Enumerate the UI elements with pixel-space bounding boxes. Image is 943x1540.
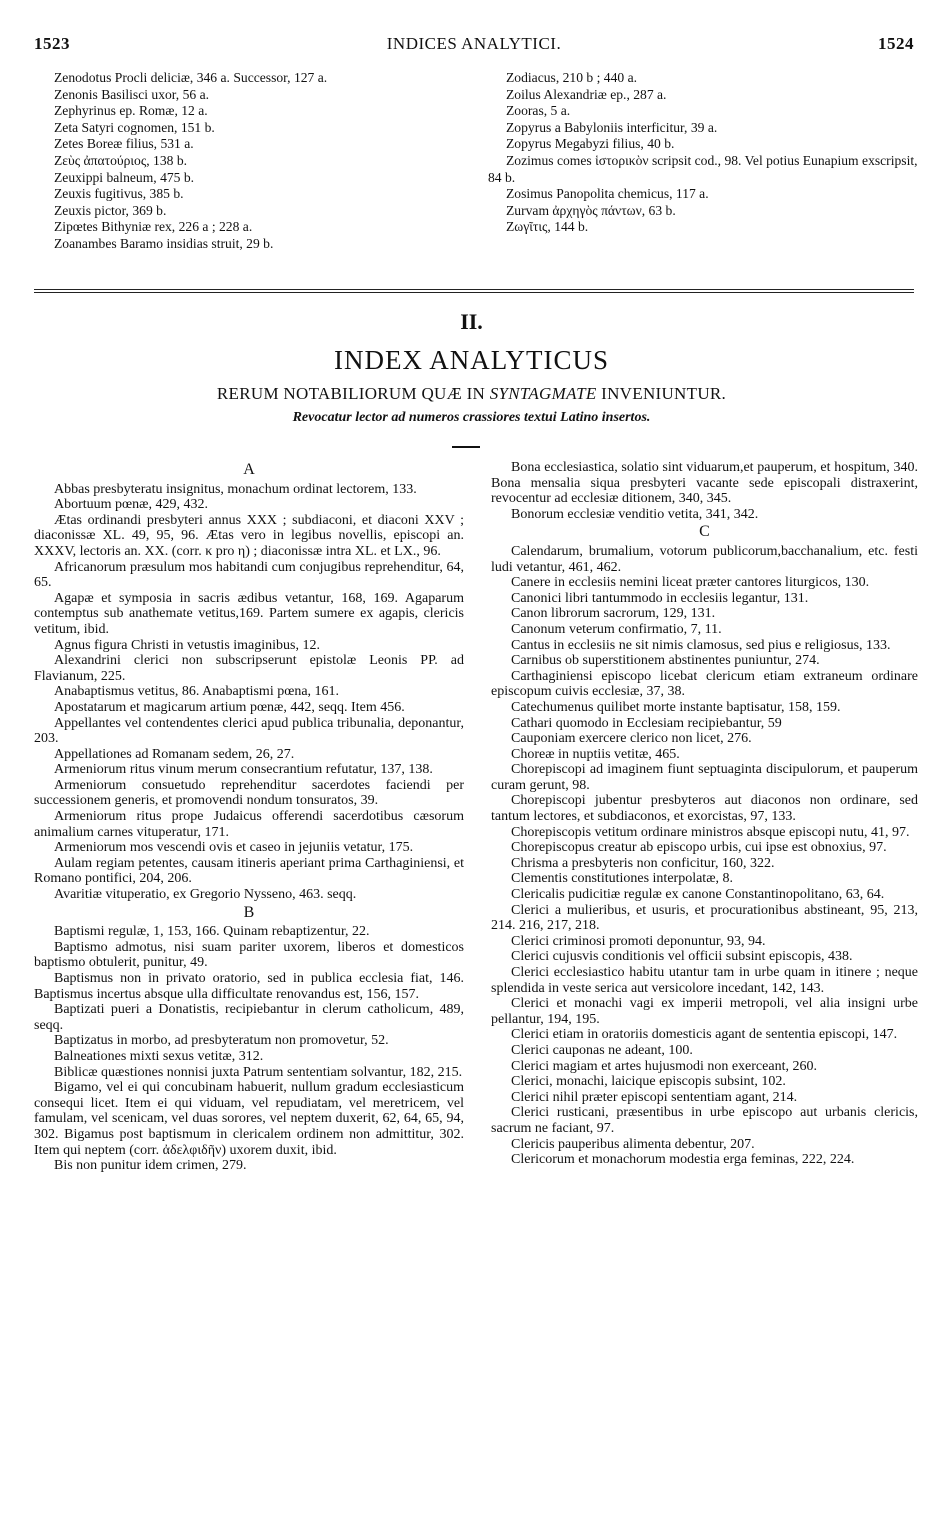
index-entry: Bis non punitur idem crimen, 279.: [54, 1158, 247, 1174]
index-entry: Zoanambes Baramo insidias struit, 29 b.: [54, 235, 274, 251]
index-entry: Baptizati pueri a Donatistis, recipiebantur in clerum catholicum, 489, seqq.: [34, 1002, 464, 1033]
index-entry: Anabaptismus vetitus, 86. Anabaptismi pœna, 161.: [54, 684, 340, 700]
right-page-number: 1524: [878, 34, 914, 53]
index-entry: Clerici magiam et artes hujusmodi non exerceant, 260.: [511, 1058, 817, 1074]
z-entries-left: [54, 70, 484, 253]
index-entry: Armeniorum ritus prope Judaicus offerendi sacerdotibus cæsorum animalium carnes vituperatur, 171.: [34, 809, 464, 840]
title-dash: [452, 446, 480, 448]
index-entry: Clerici criminosi promoti deponuntur, 93, 94.: [511, 933, 766, 949]
index-entry: Chorepiscopi jubentur presbyteros aut diaconos non ordinare, sed tantum lectores, et subdiaconos, et exorcistas, 97, 133.: [491, 793, 918, 825]
index-entry: Aulam regiam petentes, causam itineris aperiant prima Carthaginiensi, et Romano pontifici, 204, 206.: [34, 855, 464, 887]
index-entry: Clerici et monachi vagi ex imperii metropoli, vel alia insigni urbe pellantur, 194, 195.: [491, 996, 918, 1027]
index-entry: Ætas ordinandi presbyteri annus XXX ; subdiaconi, et diaconi XXV ; diaconissæ XL. 49, 95, 96. Ætas vero in legibus novellis, episcopi an. XXXV, lectoris an. XX. (corr. κ pro η) ; diaconissæ intra XL. et LX., 96.: [34, 512, 464, 559]
index-entry: Cantus in ecclesiis ne sit nimis clamosus, sed pius e religiosus, 133.: [511, 637, 891, 653]
index-entry: Canere in ecclesiis nemini liceat præter cantores liturgicos, 130.: [511, 575, 870, 591]
index-entry: Apostatarum et magicarum artium pœnæ, 442, seqq. Item 456.: [54, 699, 405, 715]
section-divider-rule: [34, 289, 914, 290]
index-entry: Baptismo admotus, nisi suam pariter uxorem, liberos et domesticos baptismo obtulerit, punitur, 49.: [34, 939, 464, 971]
index-entry: Zopyrus Megabyzi filius, 40 b.: [506, 136, 675, 152]
index-entry: Zosimus Panopolita chemicus, 117 a.: [506, 186, 709, 202]
index-entry: Clerici cauponas ne adeant, 100.: [511, 1042, 693, 1058]
index-entry: Zeuxis fugitivus, 385 b.: [54, 186, 184, 202]
index-entry: Alexandrini clerici non subscripserunt epistolæ Leonis PP. ad Flavianum, 225.: [34, 653, 464, 684]
index-entry: Agapæ et symposia in sacris ædibus vetantur, 168, 169. Agaparum contemptus sub anathemate vetitus,169. Partem sumere ex agapis, clericis vetitum, ibid.: [34, 590, 464, 637]
index-entry: Clerici ecclesiastico habitu utantur tam in urbe quam in itinere ; neque splendida in veste serica aut versicolore incedant, 142, 143.: [491, 965, 918, 996]
index-entry: Chorepiscopi ad imaginem fiunt septuaginta discipulorum, et pauperum curam gerunt, 98.: [491, 762, 918, 793]
index-letter-heading: A: [243, 461, 255, 478]
index-entry: Zephyrinus ep. Romæ, 12 a.: [54, 103, 208, 119]
index-entry: Baptismus non in privato oratorio, sed in publica ecclesia fiat, 146. Baptismus incertus absque ulla difficultate renovandus est, 156, 157.: [34, 971, 464, 1002]
index-entry: Baptizatus in morbo, ad presbyteratum non promovetur, 52.: [54, 1033, 389, 1049]
index-entry: Bonorum ecclesiæ venditio vetita, 341, 342.: [511, 506, 759, 522]
index-entry: Abbas presbyteratu insignitus, monachum ordinat lectorem, 133.: [54, 481, 417, 497]
index-entry: Zooras, 5 a.: [506, 103, 571, 119]
index-entry: Canon librorum sacrorum, 129, 131.: [511, 606, 716, 622]
index-entry: Zodiacus, 210 b ; 440 a.: [506, 70, 638, 85]
running-title: INDICES ANALYTICI.: [386, 34, 562, 53]
index-entry: Zoilus Alexandriæ ep., 287 a.: [506, 86, 667, 102]
index-entry: Ζεὺς ἀπατούριος, 138 b.: [54, 152, 188, 168]
index-entry: Appellationes ad Romanam sedem, 26, 27.: [54, 746, 295, 762]
index-entry: Avaritiæ vituperatio, ex Gregorio Nysseno, 463. seqq.: [54, 887, 357, 903]
index-letter-heading: C: [699, 523, 710, 541]
index-entry: Zeta Satyri cognomen, 151 b.: [54, 119, 215, 135]
index-entry: Zopyrus a Babyloniis interficitur, 39 a.: [506, 119, 718, 135]
index-entry: Bona ecclesiastica, solatio sint viduarum,et pauperum, et hospitum, 340. Bona mensalia siqua presbyteri vacante sede episcopali distraxerint, revocentur ad ecclesiæ ditionem, 340, 345.: [491, 460, 918, 507]
index-entry: Ζωγῖτις, 144 b.: [506, 219, 589, 235]
index-entry: Zozimus comes ἱστορικὸν scripsit cod., 98. Vel potius Eunapium exscripsit, 84 b.: [488, 152, 918, 185]
index-entry: Clericis pauperibus alimenta debentur, 207.: [511, 1136, 755, 1152]
index-entry: Zipœtes Bithyniæ rex, 226 a ; 228 a.: [54, 219, 253, 235]
index-entry: Clerici cujusvis conditionis vel officii subsint episcopis, 438.: [511, 949, 853, 965]
index-entry: Baptismi regulæ, 1, 153, 166. Quinam rebaptizentur, 22.: [54, 924, 370, 940]
index-entry: Balneationes mixti sexus vetitæ, 312.: [54, 1048, 264, 1064]
index-entry: Cauponiam exercere clerico non licet, 276.: [511, 731, 752, 747]
index-entry: Canonici libri tantummodo in ecclesiis legantur, 131.: [511, 590, 809, 606]
index-entry: Clementis constitutiones interpolatæ, 8.: [511, 871, 734, 887]
index-entry: Zenodotus Procli deliciæ, 346 a. Successor, 127 a.: [54, 70, 328, 85]
index-letter-heading: B: [243, 903, 255, 921]
index-entry: Africanorum præsulum mos habitandi cum conjugibus reprehenditur, 64, 65.: [34, 559, 464, 591]
index-entry: Chorepiscopis vetitum ordinare ministros absque episcopi nutu, 41, 97.: [511, 824, 910, 840]
index-entry: Armeniorum consuetudo reprehenditur sacerdotes faciendi per successionem generis, et promovendi nondum tonsuratos, 39.: [34, 777, 464, 809]
index-entry: Canonum veterum confirmatio, 7, 11.: [511, 621, 722, 637]
index-entry: Chorepiscopus creatur ab episcopo urbis, cui ipse est obnoxius, 97.: [511, 840, 887, 856]
index-entry: Clerici nihil præter episcopi sententiam agant, 214.: [511, 1089, 798, 1105]
index-entry: Agnus figura Christi in vetustis imaginibus, 12.: [54, 637, 320, 653]
section-number: II.: [460, 309, 483, 334]
left-page-number: 1523: [34, 34, 70, 53]
index-entry: Armeniorum ritus vinum merum consecrantium refutatur, 137, 138.: [54, 762, 433, 778]
index-column-left: [34, 460, 464, 1174]
index-entry: Bigamo, vel ei qui concubinam habuerit, nullum gradum ecclesiasticum consequi licet. Item ei qui viduam, vel repudiatam, vel meretricem, vel famulam, vel scenicam, vel duas sorores, vel neptem duxerit, 62, 64, 65, 94, 302. Bigamus post baptismum in clericalem ordinem non admittitur, 302. Item qui neptem (corr. ἀδελφιδῆν) uxorem duxit, ibid.: [34, 1080, 464, 1158]
index-entry: Clerici etiam in oratoriis domesticis agant de sententia episcopi, 147.: [511, 1027, 898, 1043]
index-entry: Clericorum et monachorum modestia erga feminas, 222, 224.: [511, 1152, 855, 1168]
index-entry: Choreæ in nuptiis vetitæ, 465.: [511, 746, 680, 762]
running-header: [34, 34, 914, 56]
section-title: INDEX ANALYTICUS: [333, 345, 610, 375]
index-entry: Appellantes vel contendentes clerici apud publica tribunalia, deponantur, 203.: [34, 715, 464, 747]
index-entry: Abortuum pœnæ, 429, 432.: [54, 497, 208, 513]
z-entries-right: [488, 70, 920, 236]
section-note: Revocatur lector ad numeros crassiores textui Latino insertos.: [292, 410, 651, 425]
index-entry: Calendarum, brumalium, votorum publicorum,bacchanalium, etc. festi ludi vetantur, 461, 462.: [491, 543, 918, 575]
index-entry: Armeniorum mos vescendi ovis et caseo in jejuniis vetatur, 175.: [54, 840, 414, 856]
index-entry: Clericalis pudicitiæ regulæ ex canone Constantinopolitano, 63, 64.: [511, 887, 885, 903]
index-entry: Clerici, monachi, laicique episcopis subsint, 102.: [511, 1074, 786, 1090]
section-divider-rule-2: [34, 292, 914, 293]
index-entry: Zeuxippi balneum, 475 b.: [54, 169, 195, 185]
index-entry: Carthaginiensi episcopo licebat clericum etiam extraneum ordinare episcopum cuivis ecclesiæ, 37, 38.: [491, 668, 918, 700]
index-entry: Cathari quomodo in Ecclesiam recipiebantur, 59: [511, 715, 782, 731]
index-entry: Clerici a mulieribus, et usuris, et procurationibus abstineant, 95, 213, 214. 216, 217, 218.: [491, 902, 918, 934]
section-subtitle: RERUM NOTABILIORUM QUÆ IN SYNTAGMATE INVENIUNTUR.: [216, 384, 727, 403]
index-entry: Catechumenus quilibet morte instante baptisatur, 158, 159.: [511, 699, 841, 715]
index-entry: Zurvam ἀρχηγὸς πάντων, 63 b.: [506, 202, 676, 218]
index-entry: Clerici rusticani, præsentibus in urbe episcopo aut urbanis clericis, sacrum ne faciant, 97.: [491, 1105, 918, 1136]
index-entry: Biblicæ quæstiones nonnisi juxta Patrum sententiam solvantur, 182, 215.: [54, 1064, 463, 1080]
index-entry: Zenonis Basilisci uxor, 56 a.: [54, 86, 210, 102]
index-entry: Carnibus ob superstitionem abstinentes puniuntur, 274.: [511, 653, 820, 669]
index-entry: Zetes Boreæ filius, 531 a.: [54, 136, 194, 152]
index-entry: Zeuxis pictor, 369 b.: [54, 202, 167, 218]
index-entry: Chrisma a presbyteris non conficitur, 160, 322.: [511, 855, 775, 871]
index-column-right: [491, 460, 918, 1168]
